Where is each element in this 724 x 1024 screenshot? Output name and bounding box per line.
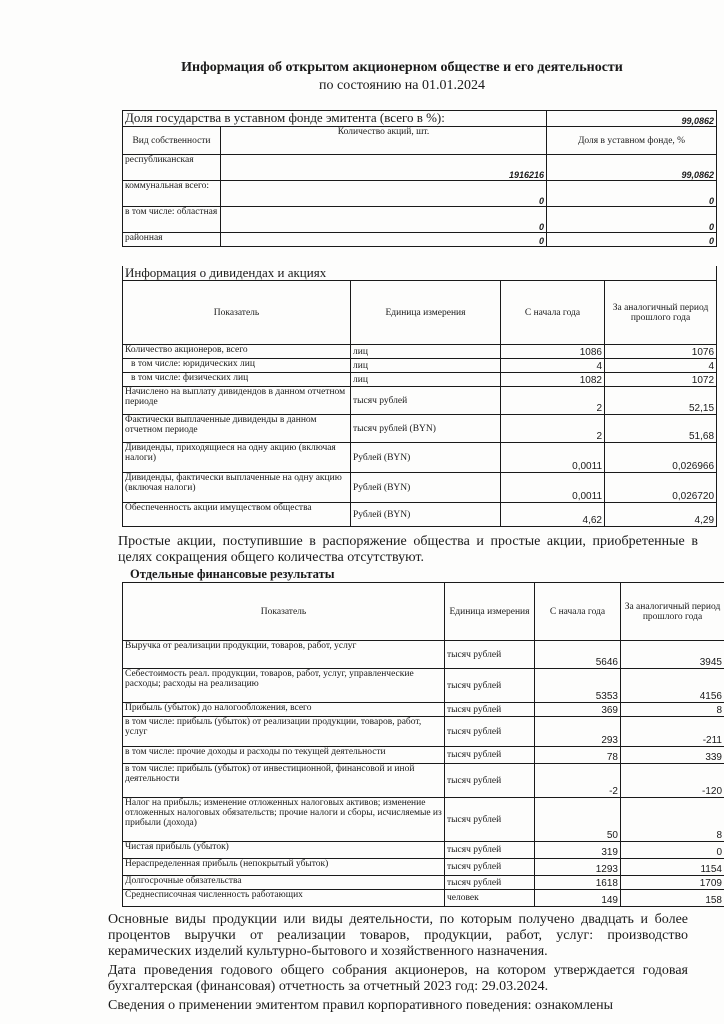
- row-label: коммунальная всего:: [123, 181, 221, 207]
- row-label: в том числе: прибыль (убыток) от инвестиционной, финансовой и иной деятельности: [123, 764, 445, 798]
- row-label: Среднесписочная численность работающих: [123, 890, 445, 907]
- col-prev-header: За аналогичный период прошлого года: [621, 583, 724, 641]
- row-unit: Рублей (BYN): [351, 443, 501, 473]
- col-unit-header: Единица измерения: [351, 281, 501, 345]
- table-row: [123, 641, 724, 669]
- document-subtitle: по состоянию на 01.01.2024: [318, 78, 486, 93]
- financial-caption: Отдельные финансовые результаты: [130, 567, 335, 581]
- row-unit: тысяч рублей: [445, 859, 535, 876]
- dividends-table: [122, 266, 717, 527]
- table-row: [123, 181, 717, 207]
- document-title: Информация об открытом акционерном обществе и его деятельности: [181, 60, 623, 75]
- row-label: Фактически выплаченные дивиденды в данном отчетном периоде: [123, 415, 351, 443]
- table-row: [123, 876, 724, 890]
- table-row: [123, 345, 717, 359]
- row-label: Обеспеченность акции имуществом общества: [123, 503, 351, 527]
- meeting-date-note: Дата проведения годового общего собрания акционеров, на котором утверждается годовая бухгалтерская (финансовая) отчетность за отчетный 2023 год: 29.03.2024.: [108, 963, 688, 994]
- row-prev-value: 1072: [605, 373, 717, 387]
- row-label: Количество акционеров, всего: [123, 345, 351, 359]
- row-unit: тысяч рублей: [445, 876, 535, 890]
- financial-table: [122, 582, 724, 907]
- row-current-value: 0,0011: [501, 443, 605, 473]
- table-row: [123, 155, 717, 181]
- main-activity-note: Основные виды продукции или виды деятельности, по которым получено двадцать и более процентов выручки от реализации товаров, продукции, работ, услуг: производство керамических изделий культурно-бытового и хозяйственного назначения.: [108, 912, 688, 959]
- row-shares: 0: [221, 181, 547, 207]
- row-prev-value: 4156: [621, 669, 724, 703]
- row-label: Дивиденды, приходящиеся на одну акцию (включая налоги): [123, 443, 351, 473]
- row-prev-value: 4,29: [605, 503, 717, 527]
- table-row: [123, 359, 717, 373]
- row-current-value: 5353: [535, 669, 621, 703]
- row-unit: тысяч рублей: [445, 669, 535, 703]
- row-current-value: 50: [535, 798, 621, 842]
- col-ownership-header: Вид собственности: [123, 127, 221, 155]
- corporate-rules-note: Сведения о применении эмитентом правил корпоративного поведения: ознакомлены: [108, 998, 614, 1013]
- col-current-header: С начала года: [501, 281, 605, 345]
- row-prev-value: 4: [605, 359, 717, 373]
- row-current-value: 293: [535, 717, 621, 747]
- row-unit: тысяч рублей: [445, 842, 535, 859]
- row-label: районная: [123, 233, 221, 247]
- row-label: Прибыль (убыток) до налогообложения, всего: [123, 703, 445, 717]
- row-prev-value: 51,68: [605, 415, 717, 443]
- row-label: Дивиденды, фактически выплаченные на одну акцию (включая налоги): [123, 473, 351, 503]
- row-prev-value: 0,026720: [605, 473, 717, 503]
- row-prev-value: 1154: [621, 859, 724, 876]
- row-label: Начислено на выплату дивидендов в данном отчетном периоде: [123, 387, 351, 415]
- col-indicator-header: Показатель: [123, 583, 445, 641]
- row-unit: лиц: [351, 359, 501, 373]
- row-current-value: 0,0011: [501, 473, 605, 503]
- row-pct: 99,0862: [547, 155, 717, 181]
- row-label: республиканская: [123, 155, 221, 181]
- row-label: Долгосрочные обязательства: [123, 876, 445, 890]
- row-label: в том числе: областная: [123, 207, 221, 233]
- col-unit-header: Единица измерения: [445, 583, 535, 641]
- row-unit: тысяч рублей: [445, 717, 535, 747]
- table-row: [123, 798, 724, 842]
- row-label: в том числе: прочие доходы и расходы по текущей деятельности: [123, 747, 445, 764]
- row-current-value: 1618: [535, 876, 621, 890]
- row-label: Себестоимость реал. продукции, товаров, работ, услуг, управленческие расходы; расходы на реализацию: [123, 669, 445, 703]
- table-row: [123, 443, 717, 473]
- table-row: [123, 233, 717, 247]
- row-current-value: 2: [501, 415, 605, 443]
- row-label: в том числе: юридических лиц: [123, 359, 351, 373]
- row-unit: тысяч рублей: [445, 703, 535, 717]
- table-row: [123, 373, 717, 387]
- row-prev-value: 8: [621, 798, 724, 842]
- table-row: [123, 503, 717, 527]
- table-row: [123, 703, 724, 717]
- row-prev-value: 158: [621, 890, 724, 907]
- row-prev-value: 3945: [621, 641, 724, 669]
- table-row: [123, 387, 717, 415]
- row-unit: человек: [445, 890, 535, 907]
- row-current-value: 2: [501, 387, 605, 415]
- row-prev-value: -120: [621, 764, 724, 798]
- row-current-value: 4,62: [501, 503, 605, 527]
- row-pct: 0: [547, 207, 717, 233]
- col-share-pct-header: Доля в уставном фонде, %: [547, 127, 717, 155]
- table-row: [123, 842, 724, 859]
- row-prev-value: 0: [621, 842, 724, 859]
- row-unit: тысяч рублей: [445, 798, 535, 842]
- table-row: [123, 207, 717, 233]
- table-row: [123, 717, 724, 747]
- row-label: Чистая прибыль (убыток): [123, 842, 445, 859]
- row-prev-value: -211: [621, 717, 724, 747]
- row-current-value: 4: [501, 359, 605, 373]
- row-label: в том числе: физических лиц: [123, 373, 351, 387]
- state-share-total: 99,0862: [547, 111, 717, 127]
- col-indicator-header: Показатель: [123, 281, 351, 345]
- row-prev-value: 339: [621, 747, 724, 764]
- table-row: [123, 669, 724, 703]
- row-current-value: 1293: [535, 859, 621, 876]
- row-unit: лиц: [351, 345, 501, 359]
- row-unit: тысяч рублей: [445, 641, 535, 669]
- row-label: Налог на прибыль; изменение отложенных налоговых активов; изменение отложенных налоговых обязательств; прочие налоги и сборы, исчисляемые из прибыли (дохода): [123, 798, 445, 842]
- row-pct: 0: [547, 181, 717, 207]
- table-row: [123, 415, 717, 443]
- row-current-value: -2: [535, 764, 621, 798]
- row-unit: Рублей (BYN): [351, 473, 501, 503]
- table-row: [123, 473, 717, 503]
- row-prev-value: 0,026966: [605, 443, 717, 473]
- table-row: [123, 747, 724, 764]
- row-unit: тысяч рублей (BYN): [351, 415, 501, 443]
- row-unit: тысяч рублей: [445, 747, 535, 764]
- row-unit: тысяч рублей: [445, 764, 535, 798]
- row-label: Выручка от реализации продукции, товаров, работ, услуг: [123, 641, 445, 669]
- row-unit: лиц: [351, 373, 501, 387]
- row-label: в том числе: прибыль (убыток) от реализации продукции, товаров, работ, услуг: [123, 717, 445, 747]
- dividends-caption: Информация о дивидендах и акциях: [123, 266, 717, 281]
- state-share-caption: Доля государства в уставном фонде эмитента (всего в %):: [123, 111, 547, 127]
- row-label: Нераспределенная прибыль (непокрытый убыток): [123, 859, 445, 876]
- table-row: [123, 890, 724, 907]
- row-unit: тысяч рублей: [351, 387, 501, 415]
- row-current-value: 1082: [501, 373, 605, 387]
- row-current-value: 149: [535, 890, 621, 907]
- row-unit: Рублей (BYN): [351, 503, 501, 527]
- row-prev-value: 1076: [605, 345, 717, 359]
- row-prev-value: 1709: [621, 876, 724, 890]
- row-prev-value: 8: [621, 703, 724, 717]
- state-share-table: [122, 110, 717, 247]
- row-current-value: 319: [535, 842, 621, 859]
- shares-note: Простые акции, поступившие в распоряжение общества и простые акции, приобретенные в целях сокращения общего количества отсутствуют.: [118, 534, 698, 565]
- table-row: [123, 764, 724, 798]
- row-current-value: 5646: [535, 641, 621, 669]
- col-current-header: С начала года: [535, 583, 621, 641]
- col-prev-header: За аналогичный период прошлого года: [605, 281, 717, 345]
- row-current-value: 369: [535, 703, 621, 717]
- table-row: [123, 859, 724, 876]
- row-current-value: 78: [535, 747, 621, 764]
- row-prev-value: 52,15: [605, 387, 717, 415]
- row-pct: 0: [547, 233, 717, 247]
- row-shares: 0: [221, 233, 547, 247]
- row-shares: 0: [221, 207, 547, 233]
- row-shares: 1916216: [221, 155, 547, 181]
- row-current-value: 1086: [501, 345, 605, 359]
- col-shares-header: Количество акций, шт.: [221, 127, 547, 155]
